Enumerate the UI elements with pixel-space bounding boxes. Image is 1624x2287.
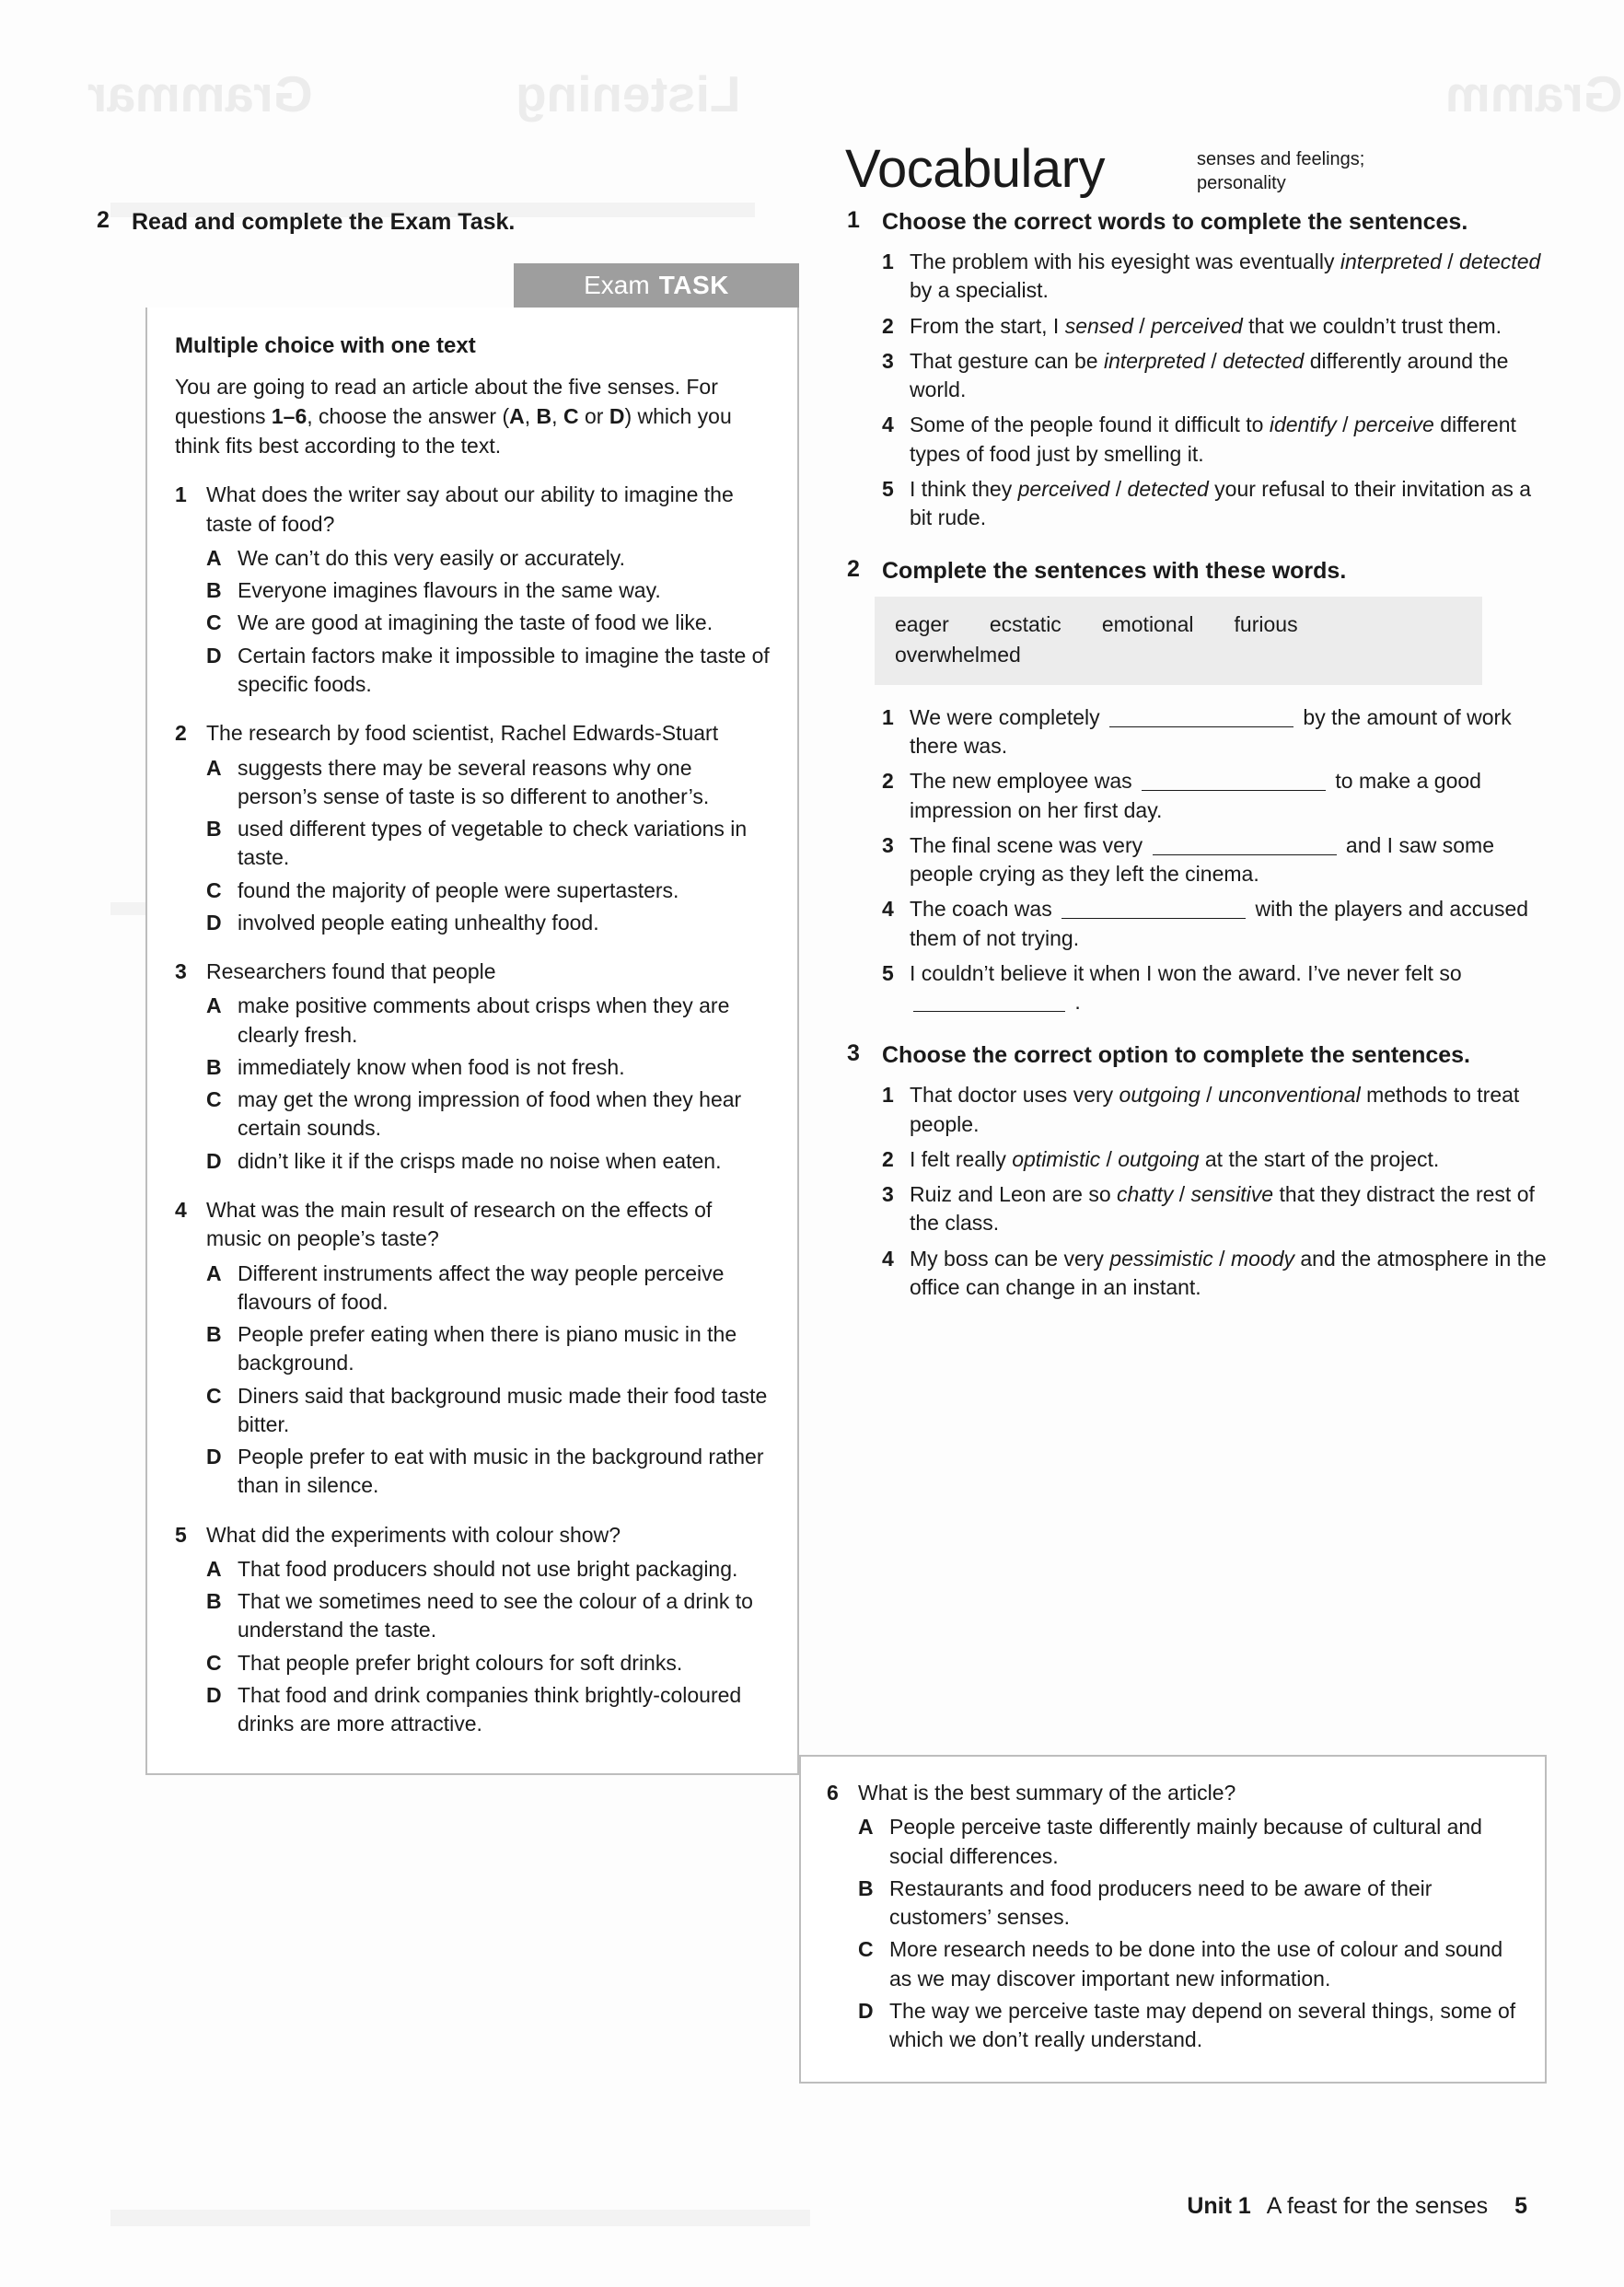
option-letter: D — [206, 1148, 222, 1173]
item-pre: My boss can be very — [910, 1246, 1110, 1271]
list-item — [882, 347, 1547, 405]
exam-task-heading: Multiple choice with one text — [175, 333, 476, 358]
item-pre: The final scene was very — [910, 832, 1149, 857]
exercise-1-number: 1 — [847, 207, 860, 233]
item-text: That gesture can be interpreted / detected differently around the world. — [910, 348, 1509, 402]
answer-blank[interactable] — [1061, 918, 1246, 919]
page-subtitle-line2: personality — [1197, 173, 1286, 194]
exam-task-box — [145, 308, 799, 1775]
option[interactable] — [206, 642, 770, 700]
option-text: That food producers should not use bright packaging. — [238, 1556, 738, 1581]
word-bank-word[interactable]: furious — [1234, 612, 1298, 637]
footer-unit: Unit 1 — [1187, 2193, 1251, 2219]
option[interactable] — [206, 1260, 770, 1318]
option-text: More research needs to be done into the use of colour and sound as we may discover important new information. — [889, 1937, 1503, 1991]
list-item — [882, 312, 1547, 341]
option[interactable] — [206, 815, 770, 873]
exercise-3-heading — [847, 1040, 1547, 1070]
word-bank-word[interactable]: eager — [895, 612, 949, 637]
option-letter: D — [206, 643, 222, 668]
answer-blank[interactable] — [913, 1011, 1065, 1012]
option-letter: A — [206, 545, 222, 570]
item-pre: That doctor uses very — [910, 1083, 1119, 1108]
option-letter: D — [858, 1998, 874, 2023]
list-item — [882, 1180, 1547, 1238]
option-text: People prefer eating when there is piano music in the background. — [238, 1322, 737, 1376]
option[interactable] — [206, 1443, 770, 1501]
option-letter: B — [206, 1589, 222, 1614]
item-pre: That gesture can be — [910, 348, 1104, 373]
item-option-2[interactable]: detected — [1223, 348, 1305, 373]
exam-task-panel — [145, 263, 799, 1775]
option[interactable] — [206, 576, 770, 605]
option-text: That we sometimes need to see the colour of a drink to understand the taste. — [238, 1589, 753, 1643]
option[interactable] — [206, 909, 770, 937]
ghost-text-grammar-right: Gramm — [1445, 65, 1623, 122]
item-number: 5 — [882, 476, 894, 501]
ghost-text-listening: Listening — [516, 65, 741, 122]
list-item — [882, 1245, 1547, 1303]
item-post: methods to treat people. — [910, 1083, 1520, 1136]
option[interactable] — [206, 992, 770, 1050]
item-option-2[interactable]: unconventional — [1217, 1083, 1361, 1108]
option-text: People perceive taste differently mainly because of cultural and social differences. — [889, 1815, 1482, 1868]
page-number: 5 — [1514, 2193, 1527, 2219]
item-pre: Some of the people found it difficult to — [910, 412, 1270, 437]
option-letter: C — [206, 1087, 222, 1112]
option-text: Different instruments affect the way people perceive flavours of food. — [238, 1260, 725, 1314]
item-post: at the start of the project. — [1199, 1146, 1440, 1171]
item-text — [910, 895, 1547, 953]
question-number: 2 — [175, 721, 187, 746]
item-number: 4 — [882, 897, 894, 922]
item-number: 4 — [882, 1246, 894, 1271]
item-text — [910, 959, 1547, 1017]
ghost-text-grammar: Grammar — [87, 65, 313, 122]
item-post: by the amount of work there was. — [910, 704, 1512, 758]
item-number: 4 — [882, 412, 894, 437]
item-pre: The new employee was — [910, 769, 1139, 794]
item-option-2[interactable]: moody — [1230, 1246, 1294, 1271]
option[interactable] — [206, 1555, 770, 1584]
item-text: That doctor uses very outgoing / unconventional methods to treat people. — [910, 1083, 1520, 1136]
exercise-3-number: 3 — [847, 1040, 860, 1067]
option[interactable] — [206, 1147, 770, 1176]
exam-question — [175, 958, 770, 986]
item-text: I felt really optimistic / outgoing at the start of the project. — [910, 1146, 1440, 1171]
item-option-1[interactable]: outgoing — [1119, 1083, 1201, 1108]
answer-blank[interactable] — [1153, 854, 1337, 855]
list-item — [882, 475, 1547, 533]
option-letter: D — [206, 1682, 222, 1707]
exam-question — [175, 719, 770, 748]
list-item — [882, 411, 1547, 469]
question-text: Researchers found that people — [206, 959, 496, 984]
item-option-2[interactable]: perceived — [1151, 313, 1243, 338]
option-text: Restaurants and food producers need to be aware of their customers’ senses. — [889, 1875, 1433, 1930]
question-options — [206, 754, 770, 938]
exercise-2-right-items — [882, 703, 1547, 1017]
question-options — [206, 1555, 770, 1739]
item-text — [910, 703, 1547, 761]
word-bank-row — [895, 640, 1462, 670]
option-letter: B — [206, 1054, 222, 1079]
item-text — [910, 831, 1547, 889]
exam-question — [175, 1196, 770, 1254]
question-text: What did the experiments with colour show? — [206, 1522, 621, 1547]
option-text: may get the wrong impression of food when they hear certain sounds. — [238, 1087, 742, 1141]
item-option-1[interactable]: interpreted — [1340, 250, 1442, 273]
item-pre: The problem with his eyesight was eventually — [910, 250, 1340, 273]
question-text: The research by food scientist, Rachel Edwards-Stuart — [206, 721, 719, 746]
exercise-1-items — [882, 248, 1547, 532]
option-letter: A — [206, 1556, 222, 1581]
option-letter: C — [206, 610, 222, 635]
item-post: . — [1069, 990, 1081, 1015]
item-pre: I couldn’t believe it when I won the award. I’ve never felt so — [910, 960, 1462, 985]
item-pre: From the start, I — [910, 313, 1065, 338]
question-text: What was the main result of research on the effects of music on people’s taste? — [206, 1197, 713, 1251]
option-letter: C — [206, 1650, 222, 1675]
exam-question — [175, 481, 770, 539]
option[interactable] — [858, 1997, 1519, 2055]
page-subtitle-line1: senses and feelings; — [1197, 149, 1365, 169]
option-text: suggests there may be several reasons why one person’s sense of taste is so different to another’s. — [238, 755, 710, 808]
answer-blank[interactable] — [1109, 726, 1293, 727]
option-text: found the majority of people were supertasters. — [238, 877, 679, 902]
item-option-2[interactable]: sensitive — [1190, 1182, 1274, 1207]
item-text: Some of the people found it difficult to identify / perceive different types of food just by smelling it. — [910, 412, 1516, 466]
item-option-1[interactable]: interpreted — [1103, 348, 1205, 373]
option[interactable] — [206, 1085, 770, 1144]
exercise-2-right-number: 2 — [847, 556, 860, 583]
option[interactable] — [206, 754, 770, 812]
option-letter: C — [206, 877, 222, 902]
exercise-2-heading — [97, 207, 796, 237]
question-options — [206, 1260, 770, 1501]
word-bank-word[interactable]: emotional — [1101, 612, 1194, 637]
item-option-1[interactable]: pessimistic — [1109, 1246, 1213, 1271]
exam-task-tab — [514, 263, 799, 308]
item-option-2[interactable]: detected — [1459, 250, 1541, 273]
item-post: with the players and accused them of not trying. — [910, 897, 1529, 950]
item-pre: The coach was — [910, 897, 1059, 922]
option-text: That people prefer bright colours for soft drinks. — [238, 1650, 683, 1675]
exam-tab-label-exam: Exam — [584, 271, 650, 299]
list-item — [882, 703, 1547, 761]
option-text: We are good at imagining the taste of food we like. — [238, 610, 713, 635]
option[interactable] — [206, 1320, 770, 1378]
option-letter: D — [206, 1445, 222, 1469]
option-text: Certain factors make it impossible to imagine the taste of specific foods. — [238, 643, 770, 696]
option-letter: B — [206, 1322, 222, 1347]
option-letter: A — [206, 755, 222, 780]
option[interactable] — [858, 1813, 1519, 1871]
item-option-1[interactable]: sensed — [1064, 313, 1133, 338]
option-text: make positive comments about crisps when they are clearly fresh. — [238, 993, 730, 1047]
word-bank-word[interactable]: overwhelmed — [895, 643, 1021, 668]
word-bank-word[interactable]: ecstatic — [989, 612, 1061, 637]
item-post: your refusal to their invitation as a bit rude. — [910, 476, 1532, 530]
exercise-3-title: Choose the correct option to complete the sentences. — [882, 1042, 1471, 1069]
right-column — [847, 207, 1547, 1326]
option-text: People prefer to eat with music in the background rather than in silence. — [238, 1445, 764, 1498]
list-item — [882, 1145, 1547, 1174]
option-text: used different types of vegetable to check variations in taste. — [238, 817, 748, 870]
item-post: and I saw some people crying as they left the cinema. — [910, 832, 1494, 887]
option-letter: B — [206, 578, 222, 603]
item-post: different types of food just by smelling it. — [910, 412, 1516, 466]
item-option-2[interactable]: detected — [1127, 476, 1209, 501]
question-number: 5 — [175, 1522, 187, 1547]
option[interactable] — [858, 1935, 1519, 1993]
exercise-1-title: Choose the correct words to complete the sentences. — [882, 209, 1468, 235]
option-text: We can’t do this very easily or accurately. — [238, 545, 625, 570]
item-pre: I think they — [910, 476, 1018, 501]
question-options — [206, 544, 770, 699]
item-number: 3 — [882, 1182, 894, 1207]
answer-blank[interactable] — [1142, 790, 1326, 791]
exercise-1 — [847, 207, 1547, 532]
option-letter: D — [206, 910, 222, 935]
option[interactable] — [206, 1382, 770, 1440]
question-options — [858, 1813, 1519, 2054]
option-text: Everyone imagines flavours in the same way. — [238, 578, 661, 603]
exercise-3 — [847, 1040, 1547, 1302]
exam-question-6-box — [799, 1755, 1547, 2084]
option[interactable] — [206, 1649, 770, 1678]
item-post: by a specialist. — [910, 278, 1049, 303]
footer-unit-title: A feast for the senses — [1266, 2193, 1489, 2219]
exercise-2-right-heading — [847, 556, 1547, 586]
option-letter: C — [858, 1937, 874, 1962]
word-bank-row — [895, 609, 1462, 640]
option[interactable] — [206, 1587, 770, 1645]
option[interactable] — [206, 1053, 770, 1082]
question-text: What does the writer say about our ability to imagine the taste of food? — [206, 482, 734, 536]
option[interactable] — [858, 1875, 1519, 1933]
item-number: 5 — [882, 960, 894, 985]
page-title: Vocabulary — [845, 139, 1105, 199]
question-number: 6 — [827, 1781, 839, 1805]
item-number: 2 — [882, 313, 894, 338]
item-option-2[interactable]: outgoing — [1118, 1146, 1200, 1171]
option-text: didn’t like it if the crisps made no noise when eaten. — [238, 1148, 722, 1173]
item-text: From the start, I sensed / perceived that we couldn’t trust them. — [910, 313, 1502, 338]
option-text: involved people eating unhealthy food. — [238, 910, 599, 935]
option[interactable] — [206, 1681, 770, 1739]
exercise-2-right — [847, 556, 1547, 1016]
item-post: that they distract the rest of the class. — [910, 1182, 1535, 1236]
exercise-3-items — [882, 1081, 1547, 1302]
option-letter: C — [206, 1383, 222, 1408]
item-number: 2 — [882, 769, 894, 794]
item-pre: I felt really — [910, 1146, 1013, 1171]
list-item — [882, 959, 1547, 1017]
option[interactable] — [206, 609, 770, 637]
question-options — [206, 992, 770, 1176]
option-letter: B — [206, 817, 222, 842]
item-pre: We were completely — [910, 704, 1107, 729]
item-number: 1 — [882, 250, 894, 273]
exercise-2-number: 2 — [97, 207, 110, 233]
list-item — [882, 895, 1547, 953]
item-option-1[interactable]: identify — [1269, 412, 1337, 437]
option-letter: B — [858, 1875, 874, 1900]
exercise-2-title: Read and complete the Exam Task. — [132, 209, 516, 235]
option-letter: A — [858, 1815, 874, 1840]
item-text — [910, 767, 1547, 825]
item-post: differently around the world. — [910, 348, 1509, 402]
item-number: 2 — [882, 1146, 894, 1171]
page-header — [0, 66, 1624, 199]
list-item — [882, 248, 1547, 306]
item-text: The problem with his eyesight was eventually interpreted / detected by a specialist. — [910, 250, 1541, 303]
item-text: I think they perceived / detected your refusal to their invitation as a bit rude. — [910, 476, 1532, 530]
page-footer — [0, 2193, 1624, 2220]
exercise-1-heading — [847, 207, 1547, 237]
item-number: 3 — [882, 348, 894, 373]
exam-question — [827, 1779, 1519, 1807]
option-letter: A — [206, 993, 222, 1018]
item-pre: Ruiz and Leon are so — [910, 1182, 1118, 1207]
item-post: that we couldn’t trust them. — [1242, 313, 1502, 338]
question-text: What is the best summary of the article? — [858, 1781, 1236, 1805]
question-number: 3 — [175, 959, 187, 984]
question-number: 1 — [175, 482, 187, 507]
option[interactable] — [206, 876, 770, 905]
exercise-2-right-title: Complete the sentences with these words. — [882, 558, 1347, 585]
page-subtitle — [1197, 147, 1473, 196]
option-text: The way we perceive taste may depend on several things, some of which we don’t really understand. — [889, 1998, 1516, 2052]
exam-task-instructions: You are going to read an article about the five senses. For questions 1–6, choose the answer (A, B, C or D) which you think fits best according to the text. — [175, 375, 732, 458]
item-option-1[interactable]: perceived — [1017, 476, 1110, 501]
option-text: Diners said that background music made their food taste bitter. — [238, 1383, 768, 1436]
item-post: and the atmosphere in the office can change in an instant. — [910, 1246, 1547, 1299]
item-number: 3 — [882, 832, 894, 857]
option-text: immediately know when food is not fresh. — [238, 1054, 625, 1079]
option[interactable] — [206, 544, 770, 573]
item-text: My boss can be very pessimistic / moody and the atmosphere in the office can change in an instant. — [910, 1246, 1547, 1299]
list-item — [882, 767, 1547, 825]
question-number: 4 — [175, 1197, 187, 1222]
item-option-1[interactable]: chatty — [1117, 1182, 1174, 1207]
option-letter: A — [206, 1260, 222, 1285]
exam-question — [175, 1521, 770, 1550]
exam-tab-label-task: TASK — [658, 271, 729, 299]
item-option-1[interactable]: optimistic — [1012, 1146, 1101, 1171]
word-bank — [875, 597, 1482, 684]
list-item — [882, 1081, 1547, 1139]
item-number: 1 — [882, 1083, 894, 1108]
left-column — [97, 207, 796, 248]
item-option-2[interactable]: perceive — [1353, 412, 1434, 437]
option-text: That food and drink companies think brightly-coloured drinks are more attractive. — [238, 1682, 742, 1736]
item-number: 1 — [882, 704, 894, 729]
item-text: Ruiz and Leon are so chatty / sensitive that they distract the rest of the class. — [910, 1182, 1535, 1236]
list-item — [882, 831, 1547, 889]
item-post: to make a good impression on her first day. — [910, 769, 1481, 822]
